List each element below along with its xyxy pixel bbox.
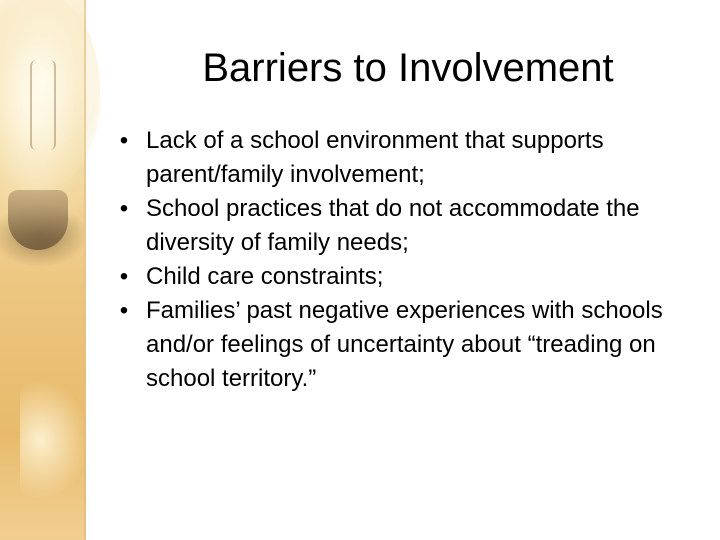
bullet-item	[114, 124, 704, 192]
bullet-marker: •	[119, 195, 129, 222]
bullet-text: Families’ past negative experiences with schools and/or feelings of uncertainty about “treading on school territory.”	[146, 297, 663, 392]
bullet-item	[114, 260, 704, 294]
bullet-marker: •	[119, 297, 129, 324]
lightbulb-filament	[30, 60, 56, 150]
bullet-text: Child care constraints;	[146, 263, 384, 290]
light-glow	[20, 380, 90, 500]
bullet-marker: •	[119, 127, 129, 154]
panel-divider	[84, 0, 86, 540]
bullet-text: School practices that do not accommodate the diversity of family needs;	[146, 195, 640, 256]
lightbulb-base	[8, 190, 68, 250]
bullet-list	[114, 124, 704, 396]
slide-title: Barriers to Involvement	[202, 46, 614, 90]
bullet-item	[114, 192, 704, 260]
decorative-side-panel	[0, 0, 86, 540]
bullet-text: Lack of a school environment that supports parent/family involvement;	[146, 127, 604, 188]
bullet-marker: •	[119, 263, 129, 290]
bullet-item	[114, 294, 704, 396]
